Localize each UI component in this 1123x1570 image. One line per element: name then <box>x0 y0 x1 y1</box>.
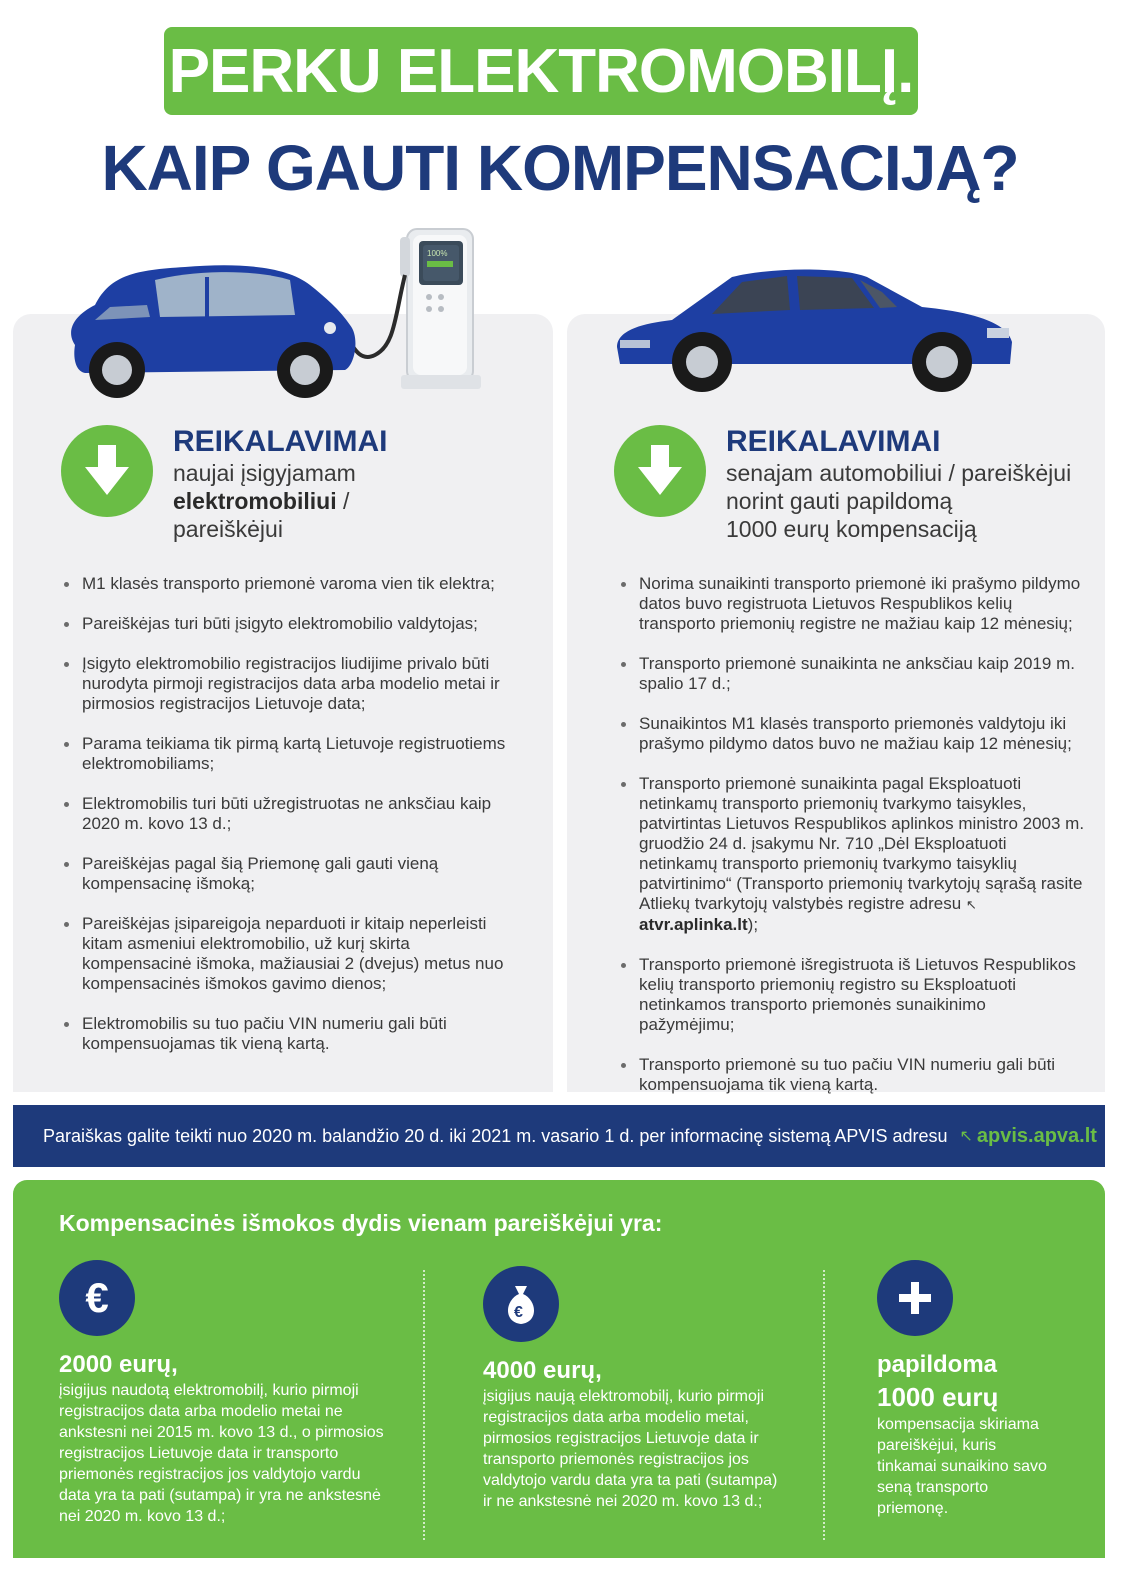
svg-text:€: € <box>514 1304 523 1321</box>
charger-display-text: 100% <box>427 249 448 258</box>
compensation-title: Kompensacinės išmokos dydis vienam pareiškėjui yra: <box>59 1210 663 1236</box>
compensation-desc: kompensacija skiriama pareiškėjui, kuris tinkamai sunaikino savo seną transporto priemonę. <box>877 1416 1047 1517</box>
column-divider <box>823 1270 825 1540</box>
column-divider <box>423 1270 425 1540</box>
list-item: Pareiškėjas įsipareigoja neparduoti ir kitaip neperleisti kitam asmeniui elektromobilio, už kurį skirta kompensacinė išmoka, mažiausiai 2 (dvejus) metus nuo kompensacinės išmokos gavimo dienos; <box>62 914 522 994</box>
compensation-amount: 4000 eurų, <box>483 1357 602 1384</box>
right-req-sub-line3: 1000 eurų kompensaciją <box>726 516 977 542</box>
money-bag-icon <box>483 1266 559 1342</box>
banner-text: Paraiškas galite teikti nuo 2020 m. balandžio 20 d. iki 2021 m. vasario 1 d. per informacinę sistemą APVIS adresu <box>43 1125 948 1146</box>
page-title-banner <box>164 27 918 115</box>
old-car-illustration <box>612 262 1017 397</box>
right-req-title: REIKALAVIMAI <box>726 425 941 458</box>
list-item-text: Transporto priemonė sunaikinta pagal Eksploatuoti netinkamų transporto priemonių tvarkymo taisykles, patvirtintas Lietuvos Respublikos aplinkos ministro 2003 m. gruodžio 24 d. įsakymu Nr. 710 „Dėl Eksploatuoti netinkamų transporto priemonių tvarkymo taisyklių patvirtinimo“ (Transporto priemonių tvarkytojų sąrašą rasite Atliekų tvarkytojų valstybės registre adresu <box>639 774 1085 913</box>
list-item: Pareiškėjas pagal šią Priemonę gali gauti vieną kompensacinę išmoką; <box>62 854 522 894</box>
list-item: Parama teikiama tik pirmą kartą Lietuvoje registruotiems elektromobiliams; <box>62 734 522 774</box>
list-item: Transporto priemonė išregistruota iš Lietuvos Respublikos kelių transporto priemonių registro su Eksploatuoti netinkamos transporto priemonės sunaikinimo pažymėjimu; <box>619 955 1085 1035</box>
cursor-icon: ↖ <box>959 1128 973 1145</box>
page-title-line2: KAIP GAUTI KOMPENSACIJĄ? <box>101 132 1019 204</box>
compensation-col-1000 <box>877 1260 1057 1519</box>
list-item: Elektromobilis turi būti užregistruotas ne anksčiau kaip 2020 m. kovo 13 d.; <box>62 794 522 834</box>
application-banner <box>13 1105 1105 1167</box>
atvr-link[interactable]: atvr.aplinka.lt <box>639 915 748 934</box>
list-item: M1 klasės transporto priemonė varoma vien tik elektra; <box>62 574 522 594</box>
right-requirements-heading <box>614 425 1071 543</box>
apvis-link[interactable]: apvis.apva.lt <box>976 1124 1097 1147</box>
list-item: Transporto priemonė su tuo pačiu VIN numeriu gali būti kompensuojama tik vieną kartą. <box>619 1055 1085 1095</box>
left-req-sub-line1: naujai įsigyjamam <box>173 460 356 486</box>
page-title-line1: PERKU ELEKTROMOBILĮ. <box>168 36 914 106</box>
list-item: Elektromobilis su tuo pačiu VIN numeriu gali būti kompensuojamas tik vieną kartą. <box>62 1014 522 1054</box>
down-arrow-icon <box>614 425 706 517</box>
list-item: Transporto priemonė sunaikinta ne anksčiau kaip 2019 m. spalio 17 d.; <box>619 654 1085 694</box>
compensation-amount: 2000 eurų, <box>59 1351 178 1378</box>
list-item: Pareiškėjas turi būti įsigyto elektromobilio valdytojas; <box>62 614 522 634</box>
compensation-amount-line2: 1000 eurų <box>877 1382 999 1412</box>
down-arrow-icon <box>61 425 153 517</box>
list-item-end: ); <box>747 915 759 934</box>
list-item <box>619 774 1085 935</box>
cursor-icon: ↖ <box>965 897 977 912</box>
left-requirements-list <box>62 574 522 1074</box>
list-item: Norima sunaikinti transporto priemonė iki prašymo pildymo datos buvo registruota Lietuvos Respublikos kelių transporto priemonių registre ne mažiau kaip 12 mėnesių; <box>619 574 1085 634</box>
left-req-sub-after: / <box>336 488 350 514</box>
compensation-col-2000 <box>59 1260 389 1527</box>
left-req-title: REIKALAVIMAI <box>173 425 388 458</box>
right-req-sub-line1: senajam automobiliui / pareiškėjui <box>726 460 1072 486</box>
charging-station-icon <box>337 229 481 389</box>
compensation-section <box>13 1180 1105 1558</box>
right-req-sub-line2: norint gauti papildomą <box>726 488 953 514</box>
compensation-amount-line1: papildoma <box>877 1351 998 1378</box>
right-requirements-list <box>619 574 1085 1115</box>
left-req-sub-line3: pareiškėjui <box>173 516 283 542</box>
list-item: Sunaikintos M1 klasės transporto priemonės valdytoju iki prašymo pildymo datos buvo ne mažiau kaip 12 mėnesių; <box>619 714 1085 754</box>
compensation-desc: įsigijus naują elektromobilį, kurio pirmoji registracijos data arba modelio metai, pirmosios registracijos Lietuvoje data ir transporto priemonės registracijos jos valdytojo vardu data yra ta pati (sutampa) ir ne ankstesnė nei 2020 m. kovo 13 d.; <box>483 1388 778 1510</box>
compensation-desc: įsigijus naudotą elektromobilį, kurio pirmoji registracijos data arba modelio metai ne ankstesni nei 2015 m. kovo 13 d., o pirmosios registracijos Lietuvoje data ir transporto priemonės registracijos jos valdytojo vardu data yra ta pati (sutampa) ir yra ne ankstesnė nei 2020 m. kovo 13 d.; <box>59 1382 384 1525</box>
plus-icon <box>877 1260 953 1336</box>
euro-icon: € <box>59 1260 135 1336</box>
electric-car-illustration <box>55 225 505 405</box>
left-requirements-heading <box>61 425 387 543</box>
compensation-col-4000 <box>483 1266 788 1512</box>
list-item: Įsigyto elektromobilio registracijos liudijime privalo būti nurodyta pirmoji registracijos data arba modelio metai ir pirmosios registracijos Lietuvoje data; <box>62 654 522 714</box>
left-req-sub-bold: elektromobiliui <box>173 488 337 514</box>
